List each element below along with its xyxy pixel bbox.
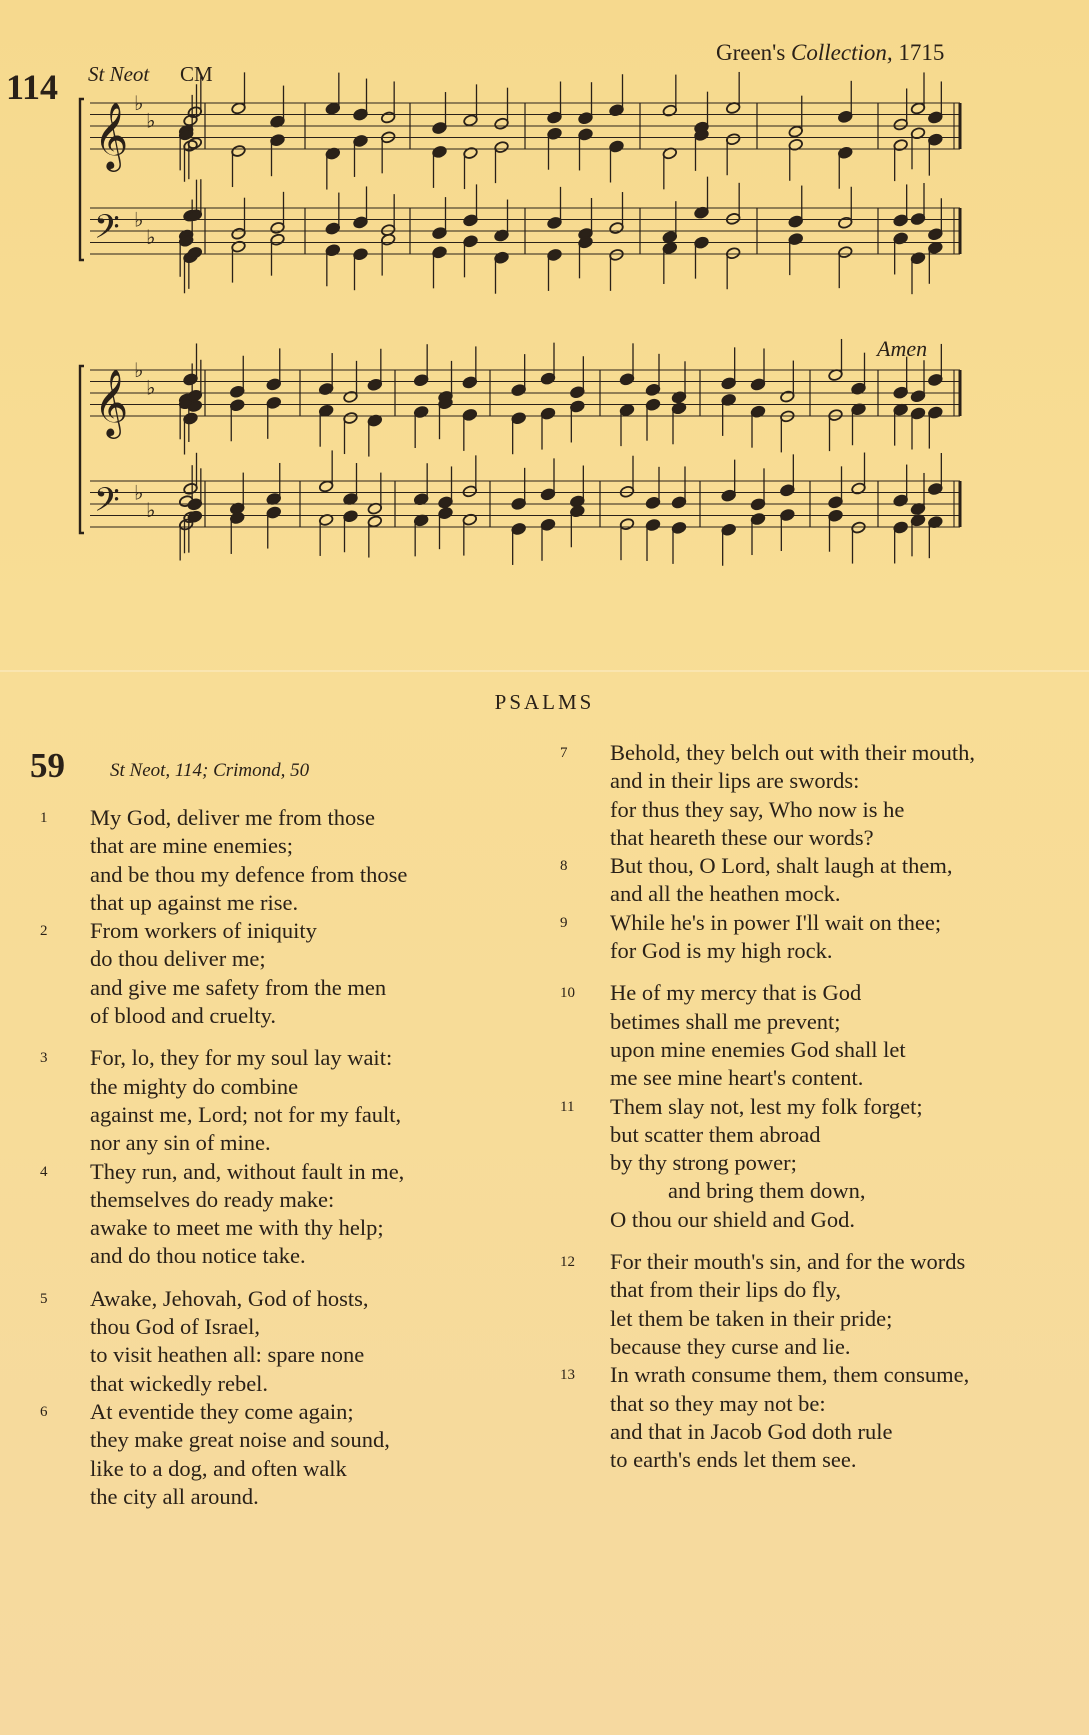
verse-line: While he's in power I'll wait on thee; [610,909,942,935]
verse-line: From workers of iniquity [90,918,317,944]
verse-6 [40,1398,500,1511]
verse-line: by thy strong power; [610,1150,797,1176]
flat-icon: ♭ [134,358,144,382]
verse-number: 11 [560,1098,575,1115]
verse-lines [90,1158,500,1271]
verse-line: nor any sin of mine. [90,1130,271,1156]
verse-lines [90,1285,500,1398]
verse-13 [560,1361,1080,1474]
verse-line: and bring them down, [668,1178,866,1204]
verse-7 [560,739,1080,852]
bass-clef-icon: 𝄢 [94,208,120,255]
verse-number: 5 [40,1290,48,1307]
verse-line: let them be taken in their pride; [610,1305,893,1331]
verse-lines [90,917,500,1030]
verse-number: 8 [560,858,568,875]
verse-line: for thus they say, Who now is he [610,796,905,822]
verse-line: At eventide they come again; [90,1398,354,1424]
verse-line: like to a dog, and often walk [90,1455,347,1481]
verse-line: that wickedly rebel. [90,1370,269,1396]
verse-line: and be thou my defence from those [90,861,408,887]
system-bracket [80,366,84,533]
verse-number: 13 [560,1367,575,1384]
verse-lines [90,1044,500,1157]
source-prefix: Green's [716,40,792,65]
verse-number: 9 [560,914,568,931]
flat-icon: ♭ [134,91,144,115]
psalm-column-right [560,739,1080,1474]
verse-10 [560,979,1080,1092]
verse-line: They run, and, without fault in me, [90,1158,405,1184]
verse-lines [610,852,1080,909]
verse-line: Behold, they belch out with their mouth, [610,740,975,765]
verse-line: that up against me rise. [90,889,299,915]
psalm-number: 59 [30,746,65,785]
verse-line: awake to meet me with thy help; [90,1215,384,1241]
stanza-gap [40,1030,500,1044]
flat-icon: ♭ [146,497,156,522]
verse-number: 1 [40,810,48,826]
verse-line: that are mine enemies; [90,833,294,859]
psalm-column-left [40,804,500,1511]
verse-line: and in their lips are swords: [610,768,860,794]
verse-line: My God, deliver me from those [90,805,375,830]
bass-clef-icon: 𝄢 [94,481,120,528]
verse-11 [560,1093,1080,1234]
verse-number: 2 [40,923,48,940]
amen-label: Amen [877,336,928,361]
verse-lines [610,1093,1080,1234]
verse-number: 7 [560,745,568,761]
verse-lines [90,1398,500,1511]
verse-number: 4 [40,1163,48,1180]
verse-line: Awake, Jehovah, God of hosts, [90,1285,369,1311]
tune-name: St Neot [88,62,150,86]
verse-line: the mighty do combine [90,1073,299,1099]
verse-line: In wrath consume them, them consume, [610,1362,970,1388]
verse-number: 12 [560,1254,575,1271]
flat-icon: ♭ [134,207,144,232]
verse-lines [610,1248,1080,1361]
verse-lines [610,979,1080,1092]
verse-line: thou God of Israel, [90,1314,260,1340]
verse-lines [90,804,500,917]
verse-line: the city all around. [90,1483,259,1509]
verse-line: to visit heathen all: spare none [90,1342,365,1368]
verse-line: betimes shall me prevent; [610,1008,841,1034]
verse-line: because they curse and lie. [610,1333,851,1359]
verse-lines [610,739,1080,852]
verse-line: and do thou notice take. [90,1243,306,1269]
verse-line: But thou, O Lord, shalt laugh at them, [610,853,953,879]
verse-3 [40,1044,500,1157]
psalm-tunes: St Neot, 114; Crimond, 50 [110,760,310,781]
verse-line: for God is my high rock. [610,938,833,964]
flat-icon: ♭ [146,108,156,133]
verse-lines [610,909,1080,966]
stanza-gap [560,1234,1080,1248]
verse-line: me see mine heart's content. [610,1065,864,1091]
flat-icon: ♭ [146,375,156,400]
verse-line: and give me safety from the men [90,974,387,1000]
treble-clef-icon: 𝄞 [94,101,129,169]
flat-icon: ♭ [146,224,156,249]
verse-line: that heareth these our words? [610,824,874,850]
stanza-gap [560,965,1080,979]
source-year: 1715 [892,40,945,65]
verse-line: For, lo, they for my soul lay wait: [90,1045,393,1071]
verse-line: but scatter them abroad [610,1121,821,1147]
verse-line: For their mouth's sin, and for the words [610,1249,966,1275]
verse-5 [40,1285,500,1398]
verse-4 [40,1158,500,1271]
verse-line: and that in Jacob God doth rule [610,1418,893,1444]
verse-number: 6 [40,1403,48,1420]
verse-line: they make great noise and sound, [90,1427,390,1453]
verse-line: that so they may not be: [610,1390,826,1416]
verse-12 [560,1248,1080,1361]
verse-9 [560,909,1080,966]
verse-line: themselves do ready make: [90,1186,335,1212]
verse-line: to earth's ends let them see. [610,1447,857,1473]
verse-line: He of my mercy that is God [610,980,862,1006]
flat-icon: ♭ [134,480,144,505]
treble-clef-icon: 𝄞 [94,368,129,436]
verse-number: 3 [40,1050,48,1067]
hymn-number: 114 [6,67,59,107]
verse-8 [560,852,1080,909]
verse-line: upon mine enemies God shall let [610,1036,906,1062]
stanza-gap [40,1271,500,1285]
verse-2 [40,917,500,1030]
verse-line: and all the heathen mock. [610,881,841,907]
verse-line: that from their lips do fly, [610,1277,841,1303]
page-divider [0,670,1089,672]
verse-line: of blood and cruelty. [90,1003,276,1029]
source-title: Collection, [791,40,893,65]
verse-line: Them slay not, lest my folk forget; [610,1093,923,1119]
verse-line: do thou deliver me; [90,946,266,972]
verse-lines [610,1361,1080,1474]
verse-number: 10 [560,985,575,1002]
verse-line: against me, Lord; not for my fault, [90,1101,402,1127]
verse-line: O thou our shield and God. [610,1206,855,1232]
section-heading: PSALMS [494,690,595,714]
tune-meter: CM [180,62,213,86]
verse-1 [40,804,500,917]
